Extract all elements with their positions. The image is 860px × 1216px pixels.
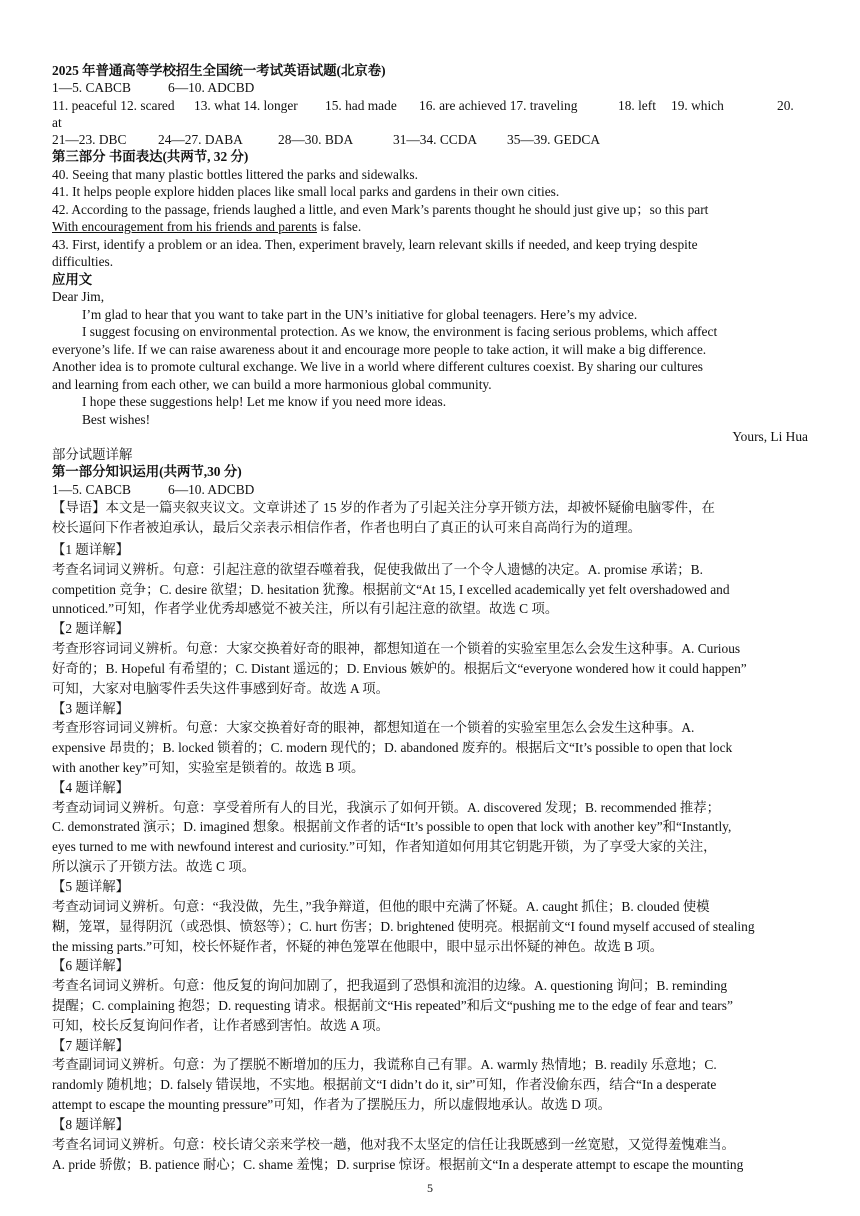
letter-closing: Best wishes! [82,412,151,427]
explanation-text: 考查副词词义辨析。句意：为了摆脱不断增加的压力，我谎称自己有罪。A. warmly 热情地；B. readily 乐意地；C. [52,1057,717,1073]
answer-42-tail: is false. [316,219,362,234]
explanation-title: 【5 题详解】 [52,879,129,895]
answer-group: 24—27. DABA [158,132,243,147]
answer-group: 28—30. BDA [278,132,354,147]
explanation-text: attempt to escape the mounting pressure”可知，作者为了摆脱压力，所以虚假地承认。故选 D 项。 [52,1097,611,1113]
explanation-text: the missing parts.”可知，校长怀疑作者，怀疑的神色笼罩在他眼中，眼中显示出怀疑的神色。故选 B 项。 [52,938,664,954]
answer-43-line1: 43. First, identify a problem or an idea. Then, experiment bravely, learn relevant skills if needed, and keep trying despite [52,237,698,252]
explanation-text: expensive 昂贵的；B. locked 锁着的；C. modern 现代的；D. abandoned 废弃的。根据后文“It’s possible to open that lock [52,740,733,756]
explanation-text: unnoticed.”可知，作者学业优秀却感觉不被关注，所以有引起注意的欲望。故选 C 项。 [52,601,559,617]
answer-group: 16. are achieved 17. traveling [419,98,578,113]
explanation-text: 好奇的；B. Hopeful 有希望的；C. Distant 遥远的；D. Envious 嫉妒的。根据后文“everyone wondered how it could happen” [52,660,747,676]
exam-title: 2025 年普通高等学校招生全国统一考试英语试题(北京卷) [52,63,386,78]
answer-group: 1—5. CABCB [52,482,131,497]
answer-group: 11. peaceful 12. scared [52,98,175,113]
letter-signature: Yours, Li Hua [732,429,808,444]
letter-paragraph-2: Another idea is to promote cultural exchange. We live in a world where different cultures coexist. By sharing our cultures [52,359,704,374]
answer-41: 41. It helps people explore hidden places like small local parks and gardens in their own cities. [52,184,560,199]
explanation-text: 考查名词词义辨析。句意：他反复的询问加剧了，把我逼到了恐惧和流泪的边缘。A. questioning 询问；B. reminding [52,978,728,993]
explain-heading: 部分试题详解 [52,447,133,462]
answer-group: 6—10. ADCBD [168,482,255,497]
answer-group: 6—10. ADCBD [168,80,255,95]
answer-group: 1—5. CABCB [52,80,131,95]
answer-group: 20. [777,98,794,113]
answer-row-3 [52,131,812,148]
explanation-text: 考查形容词词义辨析。句意：大家交换着好奇的眼神，都想知道在一个锁着的实验室里怎么会发生这种事。A. Curious [52,640,741,656]
answer-group: 35—39. GEDCA [507,132,600,147]
answer-42-line1: 42. According to the passage, friends laughed a little, and even Mark’s parents thought he should just give up；so this part [52,202,709,217]
explanation-text: A. pride 骄傲；B. patience 耐心；C. shame 羞愧；D. surprise 惊讶。根据前文“In a desperate attempt to escape the mounting [52,1156,744,1172]
explanation-text: with another key”可知，实验室是锁着的。故选 B 项。 [52,760,365,775]
answer-row-2 [52,97,812,114]
letter-paragraph-2: everyone’s life. If we can raise awareness about it and encourage more people to take action, it will make a big difference. [52,342,707,357]
explanation-text: eyes turned to me with newfound interest and curiosity.”可知，作者知道如何用其它钥匙开锁，为了享受大家的关注， [52,839,717,855]
letter-paragraph-2: I suggest focusing on environmental protection. As we know, the environment is facing serious problems, which affect [82,324,718,339]
explanation-text: C. demonstrated 演示；D. imagined 想象。根据前文作者的话“It’s possible to open that lock with another key”和“Instantly, [52,819,732,835]
explanation-text: 可知，大家对电脑零件丢失这件事感到好奇。故选 A 项。 [52,680,389,696]
explanation-text: 可知，校长反复询问作者，让作者感到害怕。故选 A 项。 [52,1017,389,1033]
answer-group: 15. had made [325,98,397,113]
guide-text: 校长逼问下作者被迫承认，最后父亲表示相信作者，作者也明白了真正的认可来自高尚行为的道理。 [52,520,642,535]
explanation-text: 考查名词词义辨析。句意：校长请父亲来学校一趟，他对我不太坚定的信任让我既感到一丝宽慰，又觉得羞愧难当。 [52,1136,735,1152]
explanation-text: 提醒；C. complaining 抱怨；D. requesting 请求。根据前文“His repeated”和后文“pushing me to the edge of fear and tears” [52,997,733,1013]
answer-group: 18. left [618,98,656,113]
explanation-text: 考查形容词词义辨析。句意：大家交换着好奇的眼神，都想知道在一个锁着的实验室里怎么会发生这种事。A. [52,720,695,736]
answer-42-line2 [52,218,812,235]
explanation-text: 考查动词词义辨析。句意：享受着所有人的目光，我演示了如何开锁。A. discovered 发现；B. recommended 推荐； [52,799,720,815]
letter-paragraph-1: I’m glad to hear that you want to take part in the UN’s initiative for global teenagers. Here’s my advice. [82,307,638,322]
letter-paragraph-3: I hope these suggestions help! Let me know if you need more ideas. [82,394,447,409]
letter-salutation: Dear Jim, [52,289,105,304]
explanation-title: 【8 题详解】 [52,1117,129,1132]
answer-row-2-wrap: at [52,115,62,130]
explanation-text: 考查名词词义辨析。句意：引起注意的欲望吞噬着我，促使我做出了一个令人遗憾的决定。A. promise 承诺；B. [52,561,703,577]
answer-row-1 [52,79,812,96]
explanation-text: randomly 随机地；D. falsely 错误地，不实地。根据前文“I didn’t do it, sir”可知，作者没偷东西，结合“In a desperate [52,1077,717,1093]
answer-43-line2: difficulties. [52,254,114,269]
explanation-text: 所以演示了开锁方法。故选 C 项。 [52,859,256,875]
part1-heading: 第一部分知识运用(共两节,30 分) [52,464,242,479]
letter-heading: 应用文 [52,272,93,287]
page-number: 5 [427,1181,433,1195]
underlined-phrase: With encouragement from his friends and parents [52,219,317,234]
answer-group: 19. which [671,98,724,113]
explain-answer-row [52,481,812,498]
explanation-title: 【4 题详解】 [52,779,129,795]
letter-paragraph-2: and learning from each other, we can build a more harmonious global community. [52,377,492,392]
part3-heading: 第三部分 书面表达(共两节, 32 分) [52,149,249,164]
answer-group: 13. what 14. longer [194,98,298,113]
guide-text: 【导语】本文是一篇夹叙夹议文。文章讲述了 15 岁的作者为了引起关注分享开锁方法，却被怀疑偷电脑零件，在 [52,500,715,515]
explanation-text: competition 竞争；C. desire 欲望；D. hesitation 犹豫。根据前文“At 15, I excelled academically yet felt overshadowed and [52,581,730,597]
explanation-title: 【3 题详解】 [52,700,129,716]
answer-group: 31—34. CCDA [393,132,478,147]
answer-group: 21—23. DBC [52,132,127,147]
explanation-title: 【7 题详解】 [52,1037,129,1053]
explanation-title: 【6 题详解】 [52,958,129,974]
explanation-title: 【1 题详解】 [52,542,129,557]
explanation-text: 考查动词词义辨析。句意：“我没做，先生，”我争辩道，但他的眼中充满了怀疑。A. caught 抓住；B. clouded 使模 [52,898,710,914]
explanation-text: 糊，笼罩，显得阴沉（或恐惧、愤怒等）；C. hurt 伤害；D. brightened 使明亮。根据前文“I found myself accused of stealing [52,918,755,934]
explanation-title: 【2 题详解】 [52,621,129,637]
answer-40: 40. Seeing that many plastic bottles littered the parks and sidewalks. [52,167,418,182]
